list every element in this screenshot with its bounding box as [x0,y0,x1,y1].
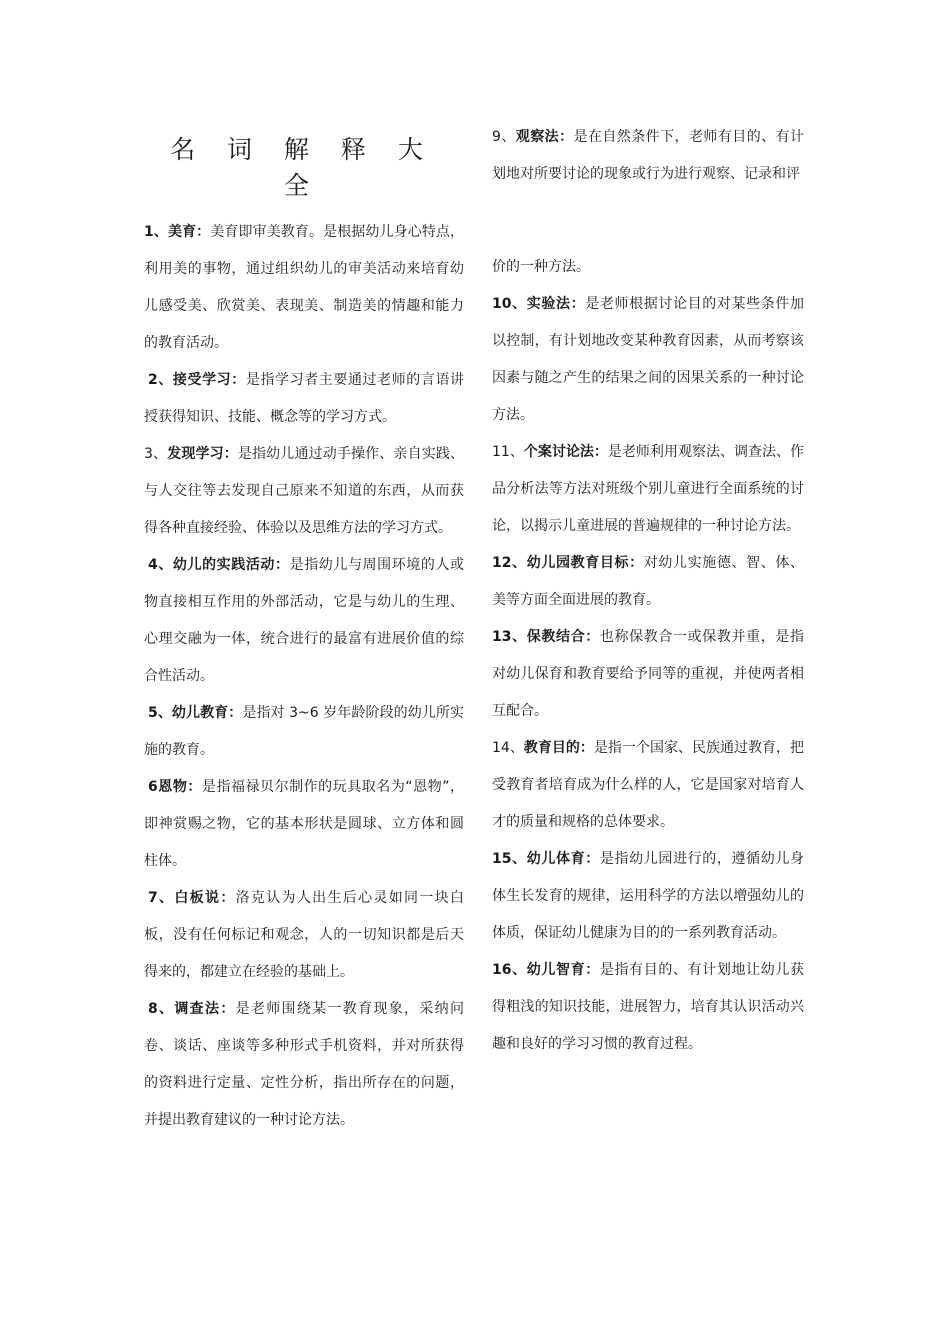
definition-entry [144,695,464,769]
definition-entry [144,362,464,436]
entry-separator: ： [275,557,290,573]
entry-text: 是指幼儿通过动手操作、亲自实践、与人交往等去发现自己原来不知道的东西，从而获得各种直接经验、体验以及思维方法的学习方式。 [144,446,464,536]
entry-separator: ： [231,372,246,388]
entry-number: 11、 [492,444,524,460]
left-column [144,214,464,1139]
entry-term: 实验法 [526,296,571,312]
entry-separator: ： [585,851,600,867]
definition-entry [144,436,464,547]
entry-number: 15、 [492,851,527,867]
entry-text: 美育即审美教育。是根据幼儿身心特点，利用美的事物，通过组织幼儿的审美活动来培育幼儿感受美、欣赏美、表现美、制造美的情趣和能力的教育活动。 [144,224,465,351]
entry-number: 16、 [492,962,527,978]
entry-text: 是指对 3~6 岁年龄阶段的幼儿所实施的教育。 [144,705,465,758]
definition-entry [492,730,804,841]
entry-text: 是在自然条件下，老师有目的、有计划地对所要讨论的现象或行为进行观察、记录和评 [492,129,804,182]
entry-separator: ： [579,740,594,756]
entry-separator: ： [196,224,211,240]
entry-term: 幼儿园教育目标 [526,555,630,571]
entry-number: 14、 [492,740,524,756]
entry-number: 9、 [492,129,516,145]
definition-entry [492,286,804,434]
entry-term: 恩物 [157,779,188,795]
entry-separator: ： [187,779,202,795]
entry-number: 3、 [144,446,168,462]
entry-text: 是指一个国家、民族通过教育，把受教育者培育成为什么样的人，它是国家对培育人才的质量和规格的总体要求。 [492,740,805,830]
entry-separator: ： [228,705,243,721]
definition-entry [144,991,464,1139]
definition-entry [492,545,804,619]
entry-text: 是老师利用观察法、调查法、作品分析法等方法对班级个别儿童进行全面系统的讨论，以揭示儿童进展的普遍规律的一种讨论方法。 [492,444,805,534]
entry-term: 保教结合 [526,629,586,645]
definition-entry [492,952,804,1063]
entry-term: 接受学习 [172,372,232,388]
entry-text: 是指有目的、有计划地让幼儿获得粗浅的知识技能，进展智力，培育其认识活动兴趣和良好的学习习惯的教育过程。 [492,962,805,1052]
entry-term: 发现学习 [167,446,224,462]
entry-separator: ： [220,1001,236,1017]
entry-number: 4、 [148,557,173,573]
entry-text: 对幼儿实施德、智、体、美等方面全面进展的教育。 [492,555,805,608]
entry-number: 10、 [492,296,527,312]
entry-term: 调查法 [174,1001,221,1017]
definition-entry [492,841,804,952]
entry-text: 是指幼儿与周围环境的人或物直接相互作用的外部活动，它是与幼儿的生理、心理交融为一体，统合进行的最富有进展价值的综合性活动。 [144,557,465,684]
definition-entry [144,880,464,991]
entry-number: 7、 [148,890,175,906]
entry-number: 1、 [144,224,168,240]
entry-text: 洛克认为人出生后心灵如同一块白板，没有任何标记和观念，人的一切知识都是后天得来的，都建立在经验的基础上。 [144,890,464,980]
entry-text: 也称保教合一或保教并重，是指对幼儿保育和教育要给予同等的重视，并使两者相互配合。 [492,629,805,719]
entry-separator: ： [585,962,600,978]
entry-separator: ： [220,890,236,906]
entry-term: 幼儿教育 [171,705,229,721]
definition-entry [144,769,464,880]
entry-term: 教育目的 [523,740,580,756]
entry-number: 5、 [148,705,172,721]
definition-entry [144,547,464,695]
entry-text: 是指学习者主要通过老师的言语讲授获得知识、技能、概念等的学习方式。 [144,372,465,425]
entry-term: 美育 [167,224,197,240]
entry-text: 是老师根据讨论目的对某些条件加以控制，有计划地改变某种教育因素，从而考察该因素与随之产生的结果之间的因果关系的一种讨论方法。 [492,296,805,423]
definition-entry [492,434,804,545]
page-gap [492,193,804,249]
entry-separator: ： [223,446,238,462]
entry-separator: ： [585,629,600,645]
entry-term: 幼儿智育 [526,962,586,978]
entry-separator: ： [593,444,608,460]
entry-number: 2、 [148,372,173,388]
entry-text: 是指福禄贝尔制作的玩具取名为“恩物”，即神赏赐之物，它的基本形状是圆球、立方体和圆柱体。 [144,779,465,869]
entry-term: 个案讨论法 [523,444,594,460]
entry-number: 13、 [492,629,527,645]
entry-term: 观察法 [515,129,560,145]
definition-entry [492,119,804,193]
definition-entry [144,214,464,362]
definition-entry [492,619,804,730]
entry-separator: ： [629,555,644,571]
entry-term: 幼儿体育 [526,851,586,867]
entry-number: 6 [148,779,158,795]
entry-number: 8、 [148,1001,175,1017]
entry-separator: ： [559,129,574,145]
right-column [492,119,804,1063]
entry-text: 是老师围绕某一教育现象，采纳问卷、谈话、座谈等多种形式手机资料，并对所获得的资料进行定量、定性分析，指出所存在的问题，并提出教育建议的一种讨论方法。 [144,1001,464,1128]
entry-term: 幼儿的实践活动 [172,557,276,573]
document-title: 名 词 解 释 大 全 [170,135,435,200]
entry-number: 12、 [492,555,527,571]
entry-term: 白板说 [174,890,221,906]
entry-continuation: 价的一种方法。 [492,259,590,275]
entry-separator: ： [570,296,586,312]
entry-text: 是指幼儿园进行的，遵循幼儿身体生长发育的规律，运用科学的方法以增强幼儿的体质，保证幼儿健康为目的的一系列教育活动。 [492,851,805,941]
